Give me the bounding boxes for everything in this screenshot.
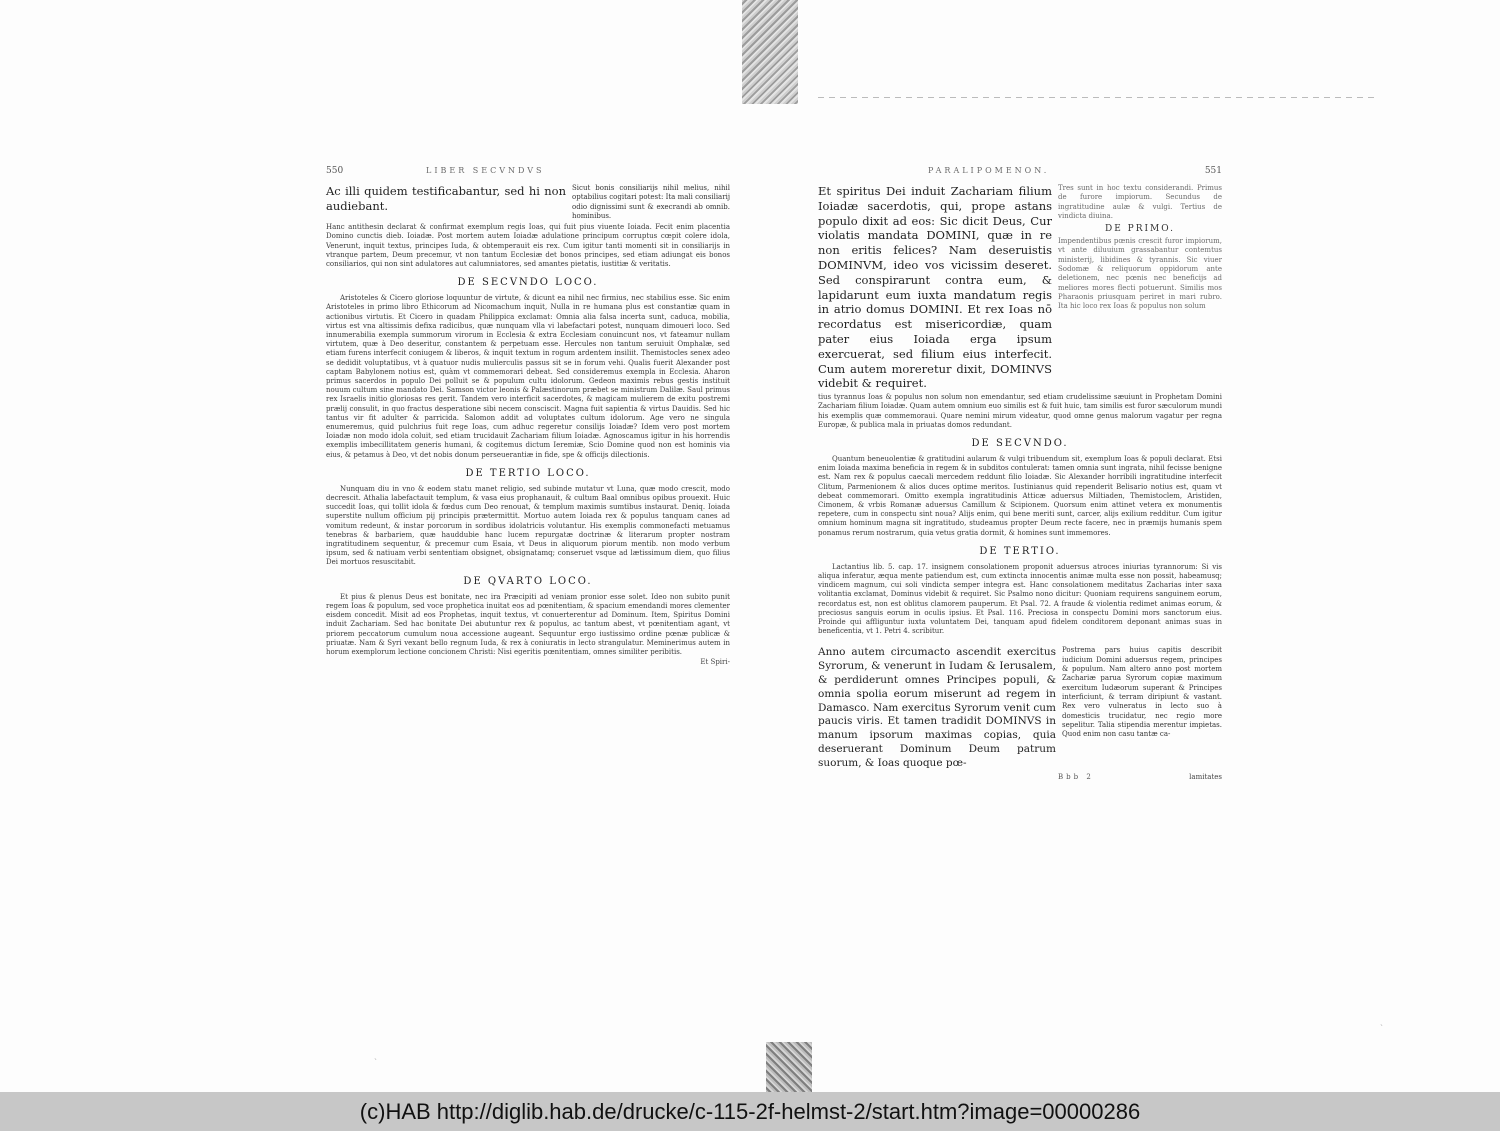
section-heading: DE TERTIO.	[979, 545, 1061, 557]
section-heading: DE TERTIO LOCO.	[465, 467, 591, 479]
marginal-note: Impendentibus pœnis crescit furor impiorum, vt ante diluuium grassabantur contemtus ministerij, libidines & tyrannis. Sic viuer Sodomæ & reliquorum oppidorum ante deletionem, nec pœnis nec beneficijs ad meliores mores flecti potuerunt. Similis mos Pharaonis priusquam periret in mari rubro. Ita hic loco rex Ioas & populus non solum	[1058, 237, 1222, 311]
commentary-paragraph: Nunquam diu in vno & eodem statu manet religio, sed subinde mutatur vt Luna, quæ modo crescit, modo decrescit. Athalia labefactauit templum, & vasa eius prophanauit, & cultum Baal omnibus opibus prouexit. Huic succedit Ioas, qui tollit idola & fœdus cum Deo renouat, & templum maximis sumtibus instaurat. Deniq. Ioiada superstite nullum officium pij principis prætermittit. Mortuo autem Ioiada rex & populus tanquam canes ad vomitum redeunt, & instar porcorum in sordibus idolatricis volutantur. His exemplis commonefacti metuamus tenebras & barbariem, quæ hauddubie hanc lucem repurgatæ doctrinæ & literarum propter nostram ingratitudinem sequentur, & precemur cum Esaia, vt Deus in aliquorum piorum mentib. non modo verbum ipsum, sed & natiuam verbi sententiam obsignet, obsignatamq; conseruet vsque ad lætissimum diem, quo filius Dei mortuos resuscitabit.	[326, 484, 730, 567]
running-title: LIBER SECVNDVS	[426, 166, 545, 175]
left-page	[326, 166, 730, 666]
opening-block	[818, 184, 1222, 391]
running-head	[326, 166, 730, 180]
margin-mark: ˎ	[374, 1051, 377, 1061]
closing-block	[818, 646, 1222, 770]
commentary-paragraph: Et pius & plenus Deus est bonitate, nec ira Præcipiti ad veniam pronior esse solet. Ideo non subito punit regem Ioas & populum, sed voce prophetica inuitat eos ad pœnitentiam, & spacium emendandi mores clementer eisdem concedit. Misit ad eos Prophetas, inquit textus, vt conuerterentur ad Dominum. Item, Spiritus Domini induit Zachariam. Sed hac bonitate Dei abutuntur rex & populus, ac tantum abest, vt pœnitentiam agant, vt priorem peccatorum cumulum noua accessione augeant. Sequuntur ergo iustissimo ordine pœnæ publicæ & priuatæ. Nam & Syri vexant bello regnum Iuda, & rex à coniuratis in lecto strangulatur. Meminerimus autem in horum exemplorum lectione concionem Christi: Nisi egeritis pœnitentiam, omnes similiter peribitis.	[326, 592, 730, 656]
note-heading: DE PRIMO.	[1105, 224, 1175, 235]
marginal-column	[1058, 184, 1222, 391]
right-page	[818, 166, 1222, 781]
page-tab-bottom	[766, 1042, 812, 1092]
opening-verse: Et spiritus Dei induit Zachariam filium Ioiadæ sacerdotis, qui, prope astans populo dixit ad eos: Sic dicit Deus, Cur violatis mandata DOMINI, quæ in re non eritis felices? Nam deseruistis DOMINVM, ideo vos vicissim deseret. Sed conspirarunt contra eum, & lapidarunt eum iuxta mandatum regis in atrio domus DOMINI. Et rex Ioas nō recordatus est misericordiæ, quam pater eius Ioiada erga ipsum exercuerat, sed filium eius interfecit. Cum autem moreretur dixit, DOMINVS videbit & requiret.	[818, 184, 1052, 391]
page-number: 551	[1204, 166, 1222, 176]
running-head	[818, 166, 1222, 180]
opening-verse: Ac illi quidem testificabantur, sed hi non audiebant.	[326, 184, 566, 213]
margin-mark: ˎ	[1380, 1017, 1383, 1027]
section-heading: DE QVARTO LOCO.	[463, 575, 593, 587]
marginal-note: Sicut bonis consiliarijs nihil melius, nihil optabilius cogitari potest: Ita mali consiliarij odio dignissimi sunt & execrandi ab omnib. hominibus.	[572, 184, 730, 220]
scan-edge-line	[818, 97, 1378, 98]
catchword: lamitates	[1189, 772, 1222, 781]
section-heading: DE SECVNDO.	[971, 437, 1069, 449]
opening-block	[326, 184, 730, 221]
closing-verse: Anno autem circumacto ascendit exercitus Syrorum, & venerunt in Iudam & Ierusalem, & perdiderunt omnes Principes populi, & omnia spolia eorum miserunt ad regem in Damasco. Nam exercitus Syrorum venit cum paucis viris. Et tamen tradidit DOMINVS in manum ipsorum maximas copias, quia deseruerant Dominum Deum patrum suorum, & Ioas quoque pœ-	[818, 646, 1056, 769]
commentary-paragraph: Hanc antithesin declarat & confirmat exemplum regis Ioas, qui fuit pius viuente Ioiada. Fecit enim placentia Domino cunctis dieb. Ioiadæ. Post mortem autem Ioiadæ adulatione principum corruptus cœpit colere idola, Venerunt, inquit textus, principes Iuda, & obtemperauit eis rex. Cum igitur tanti momenti sit in consiliarijs in vtranque partem, Deum precemur, vt non tantum Ecclesiæ det bonos principes, sed etiam adiungat eis bonos consiliarios, qui non sint adulatores aut calumniatores, sed amantes pietatis, iustitiæ & veritatis.	[326, 223, 730, 268]
footer-text: (c)HAB http://diglib.hab.de/drucke/c-115-2f-helmst-2/start.htm?image=00000286	[359, 1098, 1141, 1124]
running-title: PARALIPOMENON.	[928, 166, 1050, 175]
marginal-note: Tres sunt in hoc textu considerandi. Primus de furore impiorum. Secundus de ingratitudine aulæ & vulgi. Tertius de vindicta diuina.	[1058, 184, 1222, 220]
page-tab-top	[742, 0, 798, 104]
commentary-paragraph: Quantum beneuolentiæ & gratitudini aularum & vulgi tribuendum sit, exemplum Ioas & populi declarat. Etsi enim Ioiada maxima beneficia in regem & in subditos contulerat: tamen omnia sunt ingrata, nihil fecisse benigne est. Nam rex & populus caecali mercedem reddunt filio Ioiadæ. Sic Alexander horribili ingratitudine interfecit Clitum, Parmenionem & alios duces optime meritos. Iustinianus quid rependerit Belisario notius est, quam vt debeat commemorari. Omitto exempla ingratitudinis Atticæ aduersus Miltiaden, Themistoclem, Aristiden, Cimonem, & vrbis Romanæ aduersus Camillum & Scipionem. Quorsum enim attinet vetera ex monumentis repetere, cum in conspectu sint noua? Alijs enim, qui bene meriti sunt, carcer, alijs exilium redditur. Cum igitur omnium hominum magna sit ingratitudo, studeamus propter Deum recte facere, nec in præmijs humanis spem ponamus rerum nostrarum, quia vetus gratia dormit, & homines sunt immemores.	[818, 454, 1222, 537]
page-number: 550	[326, 166, 344, 176]
section-heading: DE SECVNDO LOCO.	[457, 277, 599, 289]
commentary-paragraph: Lactantius lib. 5. cap. 17. insignem consolationem proponit aduersus atroces iniurias tyrannorum: Si vis aliqua inferatur, æqua mente patiendum est, cum extincta innocentis animæ multa esse non possit, habeamusq; vindicem magnum, cui soli vindicta semper integra est. Hanc consolationem meditatus Zacharias inter saxa volitantia exclamat, Dominus videbit & requiret. Sic Psalmo nono dicitur: Quoniam requirens sanguinem eorum, recordatus est, non est oblitus clamorem pauperum. Et Psal. 72. A fraude & violentia redimet animas eorum, & preciosus sanguis eorum in oculis ipsius. Et Psal. 116. Preciosa in conspectu Domini mors sanctorum eius. Proinde qui affliguntur iuxta voluntatem Dei, tanquam apud fidelem conditorem deponant animas suas in beneficentia, vt 1. Petri 4. scribitur.	[818, 562, 1222, 636]
copyright-footer	[0, 1092, 1500, 1131]
page-foot	[818, 773, 1222, 781]
marginal-note: Postrema pars huius capitis describit iudicium Domini aduersus regem, principes & populum. Nam altero anno post mortem Zachariæ parua Syrorum copiæ maximum exercitum Iudæorum superant & Principes interficiunt, & terram diripiunt & vastant. Rex vero vulneratus in lecto suo à domesticis trucidatur, nec regio more sepelitur. Talia stipendia merentur impietas. Quod enim non casu tantæ ca-	[1062, 646, 1222, 739]
commentary-paragraph: Aristoteles & Cicero gloriose loquuntur de virtute, & dicunt ea nihil nec firmius, nec stabilius esse. Sic enim Aristoteles in primo libro Ethicorum ad Nicomachum inquit, Nulla in re humana plus est constantiæ quam in actionibus virtutis. Et Cicero in quadam Philippica exclamat: Omnia alia falsa incerta sunt, caduca, mobilia, virtus est vna altissimis defixa radicibus, quæ nunquam vlla vi labefactari potest, nunquam dimoueri loco. Sed innumerabilia exempla summorum virorum in Ecclesia & extra Ecclesiam conuincunt nos, vt fateamur nullam virtutem, quæ à Deo deseritur, constantem & perpetuam esse. Hercules non tantum seruiuit Omphalæ, sed etiam furens interfecit coniugem & liberos, & inquit textum in rogum ardentem insiliit. Themistocles senex adeo se dedidit voluptatibus, vt à quatuor nudis mulierculis passus sit se in forum vehi. Qualis fuerit Alexander post captam Babylonem notius est, quàm vt commemorari debeat. Sed consideremus exempla in Ecclesia. Aharon primus sacerdos in populo Dei polluit se & populum cultu idolorum. Gedeon maximis rebus gestis instituit nouum cultum sine mandato Dei. Samson victor leonis & Palæstinorum præbet se ministrum Dalilæ. Saul primus rex Israelis initio gloriosas res gerit. Tandem vero interficit sacerdotes, & magicam mulierem de exitu postremi prælij consulit, in quo fractus desperatione sibi necem consciscit. Magna fuit sapientia & virtus Dauidis. Sed hic tantus vir fit adulter & parricida. Salomon addit ad voluptates cultum idolorum. Age vero ne singula enumeremus, quid pulchrius fuit rege Ioas, cum adhuc regeretur consilijs Ioiadæ? Idem vero post mortem Ioiadæ non modo idola coluit, sed etiam trucidauit Zachariam filium Ioiadæ. Agnoscamus igitur in his horrendis exemplis imbecillitatem generis humani, & cogitemus dictum Ieremiæ, Scio Domine quod non est hominis via eius, & petamus à Deo, vt det nobis donum perseuerantiæ in fide, spe & officijs dilectionis.	[326, 294, 730, 459]
signature-mark: Bbb 2	[1058, 772, 1094, 781]
catchword: Et Spiri-	[700, 658, 730, 667]
commentary-paragraph: tius tyrannus Ioas & populus non solum non emendantur, sed etiam crudelissime sæuiunt in Prophetam Domini Zachariam filium Ioiadæ. Quam autem omnium euo similis est & fuit huic, tam similis est furor sæculorum mundi his exemplis quæ commemoraui. Quare nemini mirum videatur, quod omne genus malorum vagatur per regna Europæ, & publica mala in priuatas domos redundant.	[818, 393, 1222, 429]
